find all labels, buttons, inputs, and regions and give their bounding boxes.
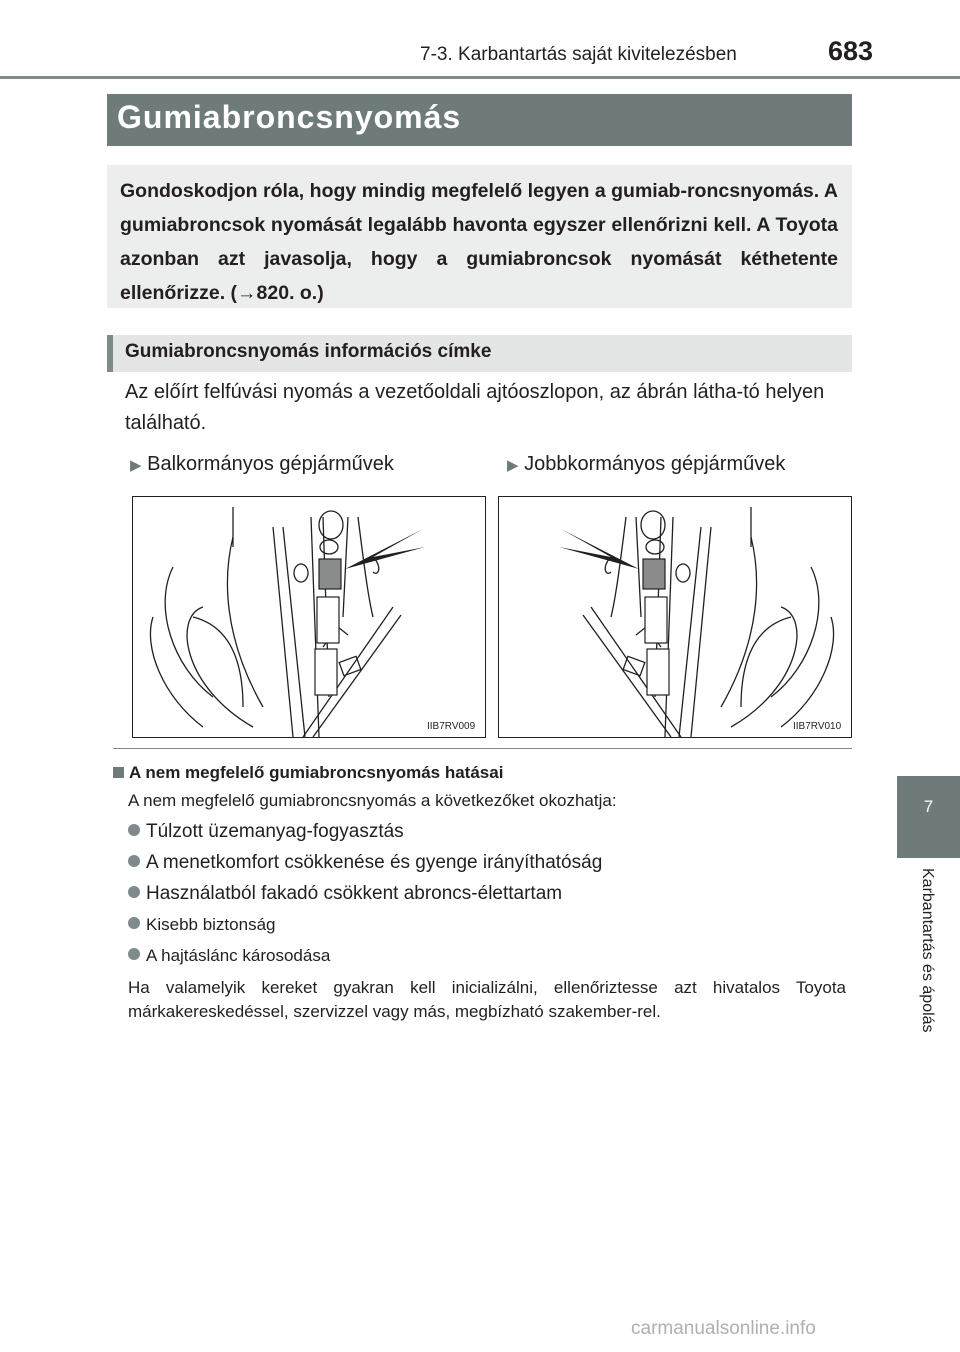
list-item (128, 852, 602, 874)
chapter-tab-number: 7 (923, 797, 934, 816)
closing-paragraph: Ha valamelyik kereket gyakran kell inicializálni, ellenőriztesse azt hivatalos Toyota márkakereskedéssel, szervizzel vagy más, megbízható szakember-rel. (128, 978, 846, 1021)
square-bullet-icon (113, 767, 124, 778)
header-rule (0, 76, 960, 79)
list-item-text: A hajtáslánc károsodása (146, 946, 331, 965)
list-item-text: Használatból fakadó csökkent abroncs-élettartam (146, 883, 563, 904)
list-item-text: Túlzott üzemanyag-fogyasztás (146, 821, 404, 842)
list-item (128, 821, 404, 843)
list-item (128, 946, 330, 966)
subheading-accent (107, 335, 113, 372)
label-location-paragraph: Az előírt felfúvási nyomás a vezetőoldali ajtóoszlopon, az ábrán látha-tó helyen található. (125, 381, 825, 434)
figure-label-left (130, 453, 394, 476)
subheading: Gumiabroncsnyomás információs címke (125, 341, 492, 362)
intro-text: Gondoskodjon róla, hogy mindig megfelelő legyen a gumiab-roncsnyomás. A gumiabroncsok nyomását legalább havonta egyszer ellenőrizni kell. A Toyota azonban azt javasolja, hogy a gumiabroncsok nyomását kéthetente ellenőrizze. (→820. o.) (120, 180, 838, 304)
list-item (128, 883, 562, 905)
watermark: carmanualsonline.info (631, 1318, 816, 1339)
section-divider (113, 748, 852, 749)
effects-heading (113, 763, 503, 783)
bullet-dot-icon (128, 917, 140, 929)
list-item-text: Kisebb biztonság (146, 915, 276, 934)
effects-heading-text: A nem megfelelő gumiabroncsnyomás hatásai (129, 763, 504, 782)
bullet-dot-icon (128, 948, 140, 960)
page-number: 683 (828, 36, 874, 66)
chapter-tab-label: Karbantartás és ápolás (919, 868, 936, 1033)
figure-lhd-door-pillar (132, 496, 486, 738)
list-item-text: A menetkomfort csökkenése és gyenge irányíthatóság (146, 852, 603, 873)
triangle-marker-icon: ▶ (507, 457, 519, 474)
effects-intro: A nem megfelelő gumiabroncsnyomás a következőket okozhatja: (128, 791, 617, 810)
bullet-dot-icon (128, 855, 140, 867)
figure-code-left: IIB7RV009 (427, 721, 476, 732)
running-header-section: 7-3. Karbantartás saját kivitelezésben (420, 44, 737, 65)
chapter-tab (897, 776, 960, 858)
figure-code-right: IIB7RV010 (793, 721, 842, 732)
figure-rhd-door-pillar (498, 496, 852, 738)
door-pillar-illustration-lhd (133, 497, 485, 737)
bullet-dot-icon (128, 886, 140, 898)
page-title: Gumiabroncsnyomás (117, 99, 462, 135)
door-pillar-illustration-rhd (499, 497, 851, 737)
figure-label-left-text: Balkormányos gépjárművek (147, 453, 394, 475)
bullet-dot-icon (128, 824, 140, 836)
list-item (128, 915, 275, 935)
triangle-marker-icon: ▶ (130, 457, 142, 474)
figure-label-right-text: Jobbkormányos gépjárművek (524, 453, 786, 475)
figure-label-right (507, 453, 785, 476)
